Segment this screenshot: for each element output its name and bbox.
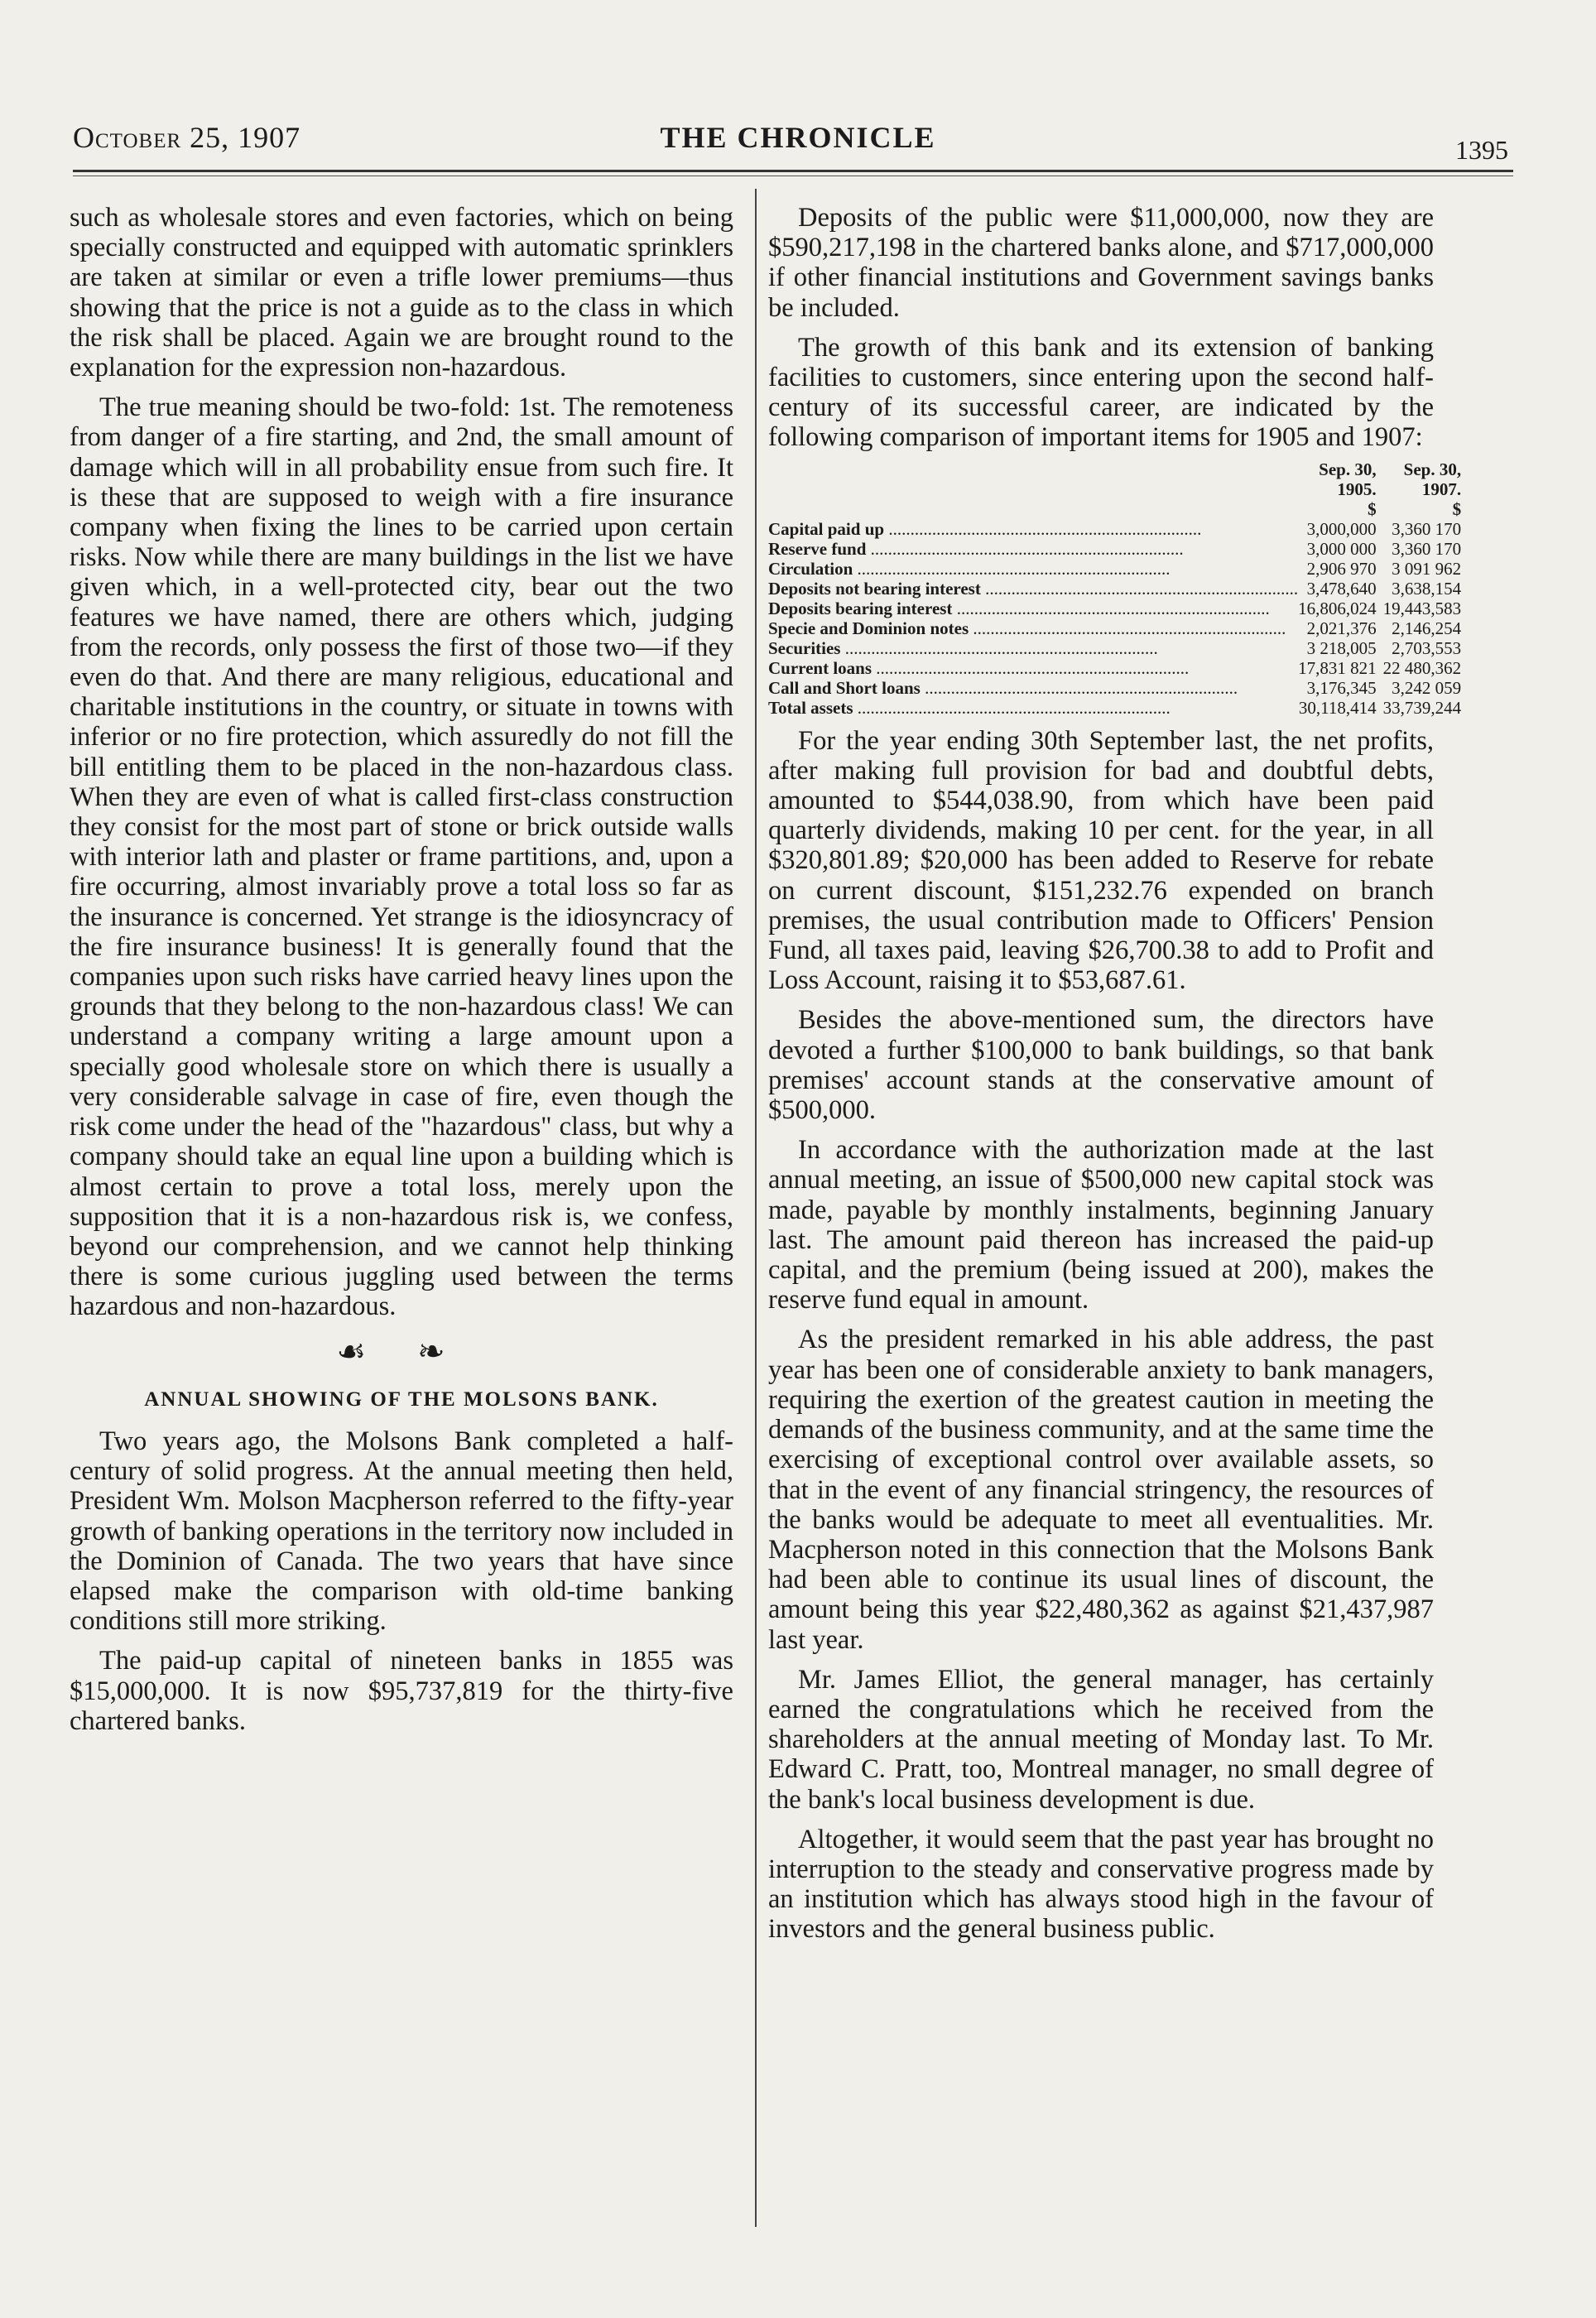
ornament-divider: ☙ ❧ [336,1332,467,1370]
value-1907: 3,638,154 [1392,578,1462,599]
table-row [768,599,1468,618]
value-1907: 22 480,362 [1382,657,1462,678]
paragraph: For the year ending 30th September last, the net profits, after making full provision for bad and doubtful debts, amounted to $544,038.90, from which have been paid quarterly dividends, making 10 per cent. for the year, in all $320,801.89; $20,000 has been added to Reserve for rebate on current discount, $151,232.76 expended on branch premises, the usual contribution made to Officers' Pension Fund, all taxes paid, leaving $26,700.38 to add to Profit and Loss Account, raising it to $53,687.61. [768,725,1434,996]
paragraph: Altogether, it would seem that the past year has brought no interruption to the steady and conservative progress made by an institution which has always stood high in the favour of investors and the general business public. [768,1824,1434,1945]
value-1905: 3,176,345 [1306,677,1377,698]
row-label: Reserve fund ..... [768,539,1298,559]
value-1905: 17,831 821 [1298,657,1377,678]
value-1905: 2,021,376 [1306,618,1377,638]
row-label: Circulation ..... [768,559,1298,579]
value-1907: 19,443,583 [1382,598,1462,618]
value-1907: 2,703,553 [1392,637,1462,658]
table-row [768,678,1468,698]
row-label: Capital paid up ..... [768,519,1298,539]
value-1907: 3 091 962 [1392,558,1462,579]
row-label: Specie and Dominion notes ..... [768,618,1298,638]
value-1905: 3 218,005 [1306,637,1377,658]
paragraph: Deposits of the public were $11,000,000, now they are $590,217,198 in the chartered banks alone, and $717,000,000 if other financial institutions and Government savings banks be included. [768,203,1434,323]
value-1907: 3,360 170 [1392,538,1462,559]
left-column [70,203,733,1736]
paragraph: Besides the above-mentioned sum, the directors have devoted a further $100,000 to bank buildings, so that bank premises' account stands at the conservative amount of $500,000. [768,1005,1434,1126]
value-1905: 3,000,000 [1306,518,1377,539]
table-row [768,539,1468,559]
value-1907: 3,242 059 [1392,677,1462,698]
row-label: Securities ..... [768,638,1298,658]
value-1905: 3,000 000 [1306,538,1377,559]
currency-symbol: $ [1452,498,1462,519]
table-row [768,638,1468,658]
value-1905: 2,906 970 [1306,558,1377,579]
issue-date: October 25, 1907 [73,121,301,154]
paragraph: As the president remarked in his able address, the past year has been one of considerable anxiety to bank managers, requiring the exertion of the greatest caution in meeting the demands of the business community, and at the same time the exercising of exceptional control over available assets, so that in the event of any financial stringency, the resources of the banks would be adequate to meet all eventualities. Mr. Macpherson noted in this connection that the Molsons Bank had been able to continue its usual lines of discount, the amount being this year $22,480,362 as against $21,437,987 last year. [768,1325,1434,1655]
table-row [768,519,1468,539]
paragraph: The true meaning should be two-fold: 1st. The remoteness from danger of a fire starting, and 2nd, the small amount of damage which will in all probability ensue from such fire. It is these that are supposed to weigh with a fire insurance company when fixing the lines to be carried upon certain risks. Now while there are many buildings in the list we have given which, in a well-protected city, bear out the two features we have named, there are others which, judging from the records, only possess the first of those two—if they even do that. And there are many religious, educational and charitable institutions in the country, or situate in towns with inferior or no fire protection, which assuredly do not fill the bill entitling them to be placed in the non-hazardous class. When they are even of what is called first-class construction they consist for the most part of stone or brick outside walls with interior lath and plaster or frame partitions, and, upon a fire occurring, almost invariably prove a total loss so far as the insurance is concerned. Yet strange is the idiosyncracy of the fire insurance business! It is generally found that the companies upon such risks have carried heavy lines upon the grounds that they belong to the non-hazardous class! We can understand a company writing a large amount upon a specially good wholesale store on which there is usually a very considerable salvage in case of fire, even though the risk come under the head of the "hazardous" class, but why a company should take an equal line upon a building which is almost certain to prove a total loss, merely upon the supposition that it is a non-hazardous risk is, we confess, beyond our comprehension, and we cannot help thinking there is some curious juggling used between the terms hazardous and non-hazardous. [70,392,733,1322]
row-label: Deposits not bearing interest ..... [768,579,1298,599]
table-row [768,579,1468,599]
column-divider [755,189,757,2227]
table-row [768,559,1468,579]
section-heading: ANNUAL SHOWING OF THE MOLSONS BANK. [144,1387,659,1411]
column-header-1905-year: 1905. [1337,479,1377,499]
row-label: Call and Short loans ..... [768,678,1298,698]
value-1905: 16,806,024 [1298,598,1377,618]
page-number: 1395 [1455,135,1508,165]
value-1905: 30,118,414 [1298,697,1377,718]
right-column [768,203,1462,1945]
row-label: Total assets ..... [768,698,1298,718]
value-1905: 3,478,640 [1306,578,1377,599]
table-row [768,698,1468,718]
paragraph: such as wholesale stores and even factories, which on being specially constructed and equipped with automatic sprinklers are taken at similar or even a trifle lower premiums—thus showing that the price is not a guide as to the class in which the risk shall be placed. Again we are brought round to the explanation for the expression non-hazardous. [70,203,733,383]
value-1907: 2,146,254 [1392,618,1462,638]
paragraph: In accordance with the authorization made at the last annual meeting, an issue of $500,000 new capital stock was made, payable by monthly instalments, beginning January last. The amount paid thereon has increased the paid-up capital, and the premium (being issued at 200), makes the reserve fund equal in amount. [768,1135,1434,1315]
value-1907: 33,739,244 [1382,697,1462,718]
table-header-row [768,479,1468,499]
page-header [73,120,1523,165]
column-header-1907-year: 1907. [1421,479,1462,499]
value-1907: 3,360 170 [1392,518,1462,539]
publication-title: THE CHRONICLE [660,121,936,154]
currency-symbol: $ [1368,498,1377,519]
table-row [768,658,1468,678]
header-rule [73,170,1513,172]
paragraph: The growth of this bank and its extension of banking facilities to customers, since entering upon the second half-century of its successful career, are indicated by the following comparison of important items for 1905 and 1907: [768,332,1434,453]
table-header-row [768,459,1468,479]
bank-comparison-table [768,459,1468,718]
row-label: Deposits bearing interest ..... [768,599,1298,618]
column-header-1907-date: Sep. 30, [1403,459,1462,479]
table-row [768,618,1468,638]
row-label: Current loans ..... [768,658,1298,678]
paragraph: The paid-up capital of nineteen banks in 1855 was $15,000,000. It is now $95,737,819 for the thirty-five chartered banks. [70,1646,733,1736]
paragraph: Two years ago, the Molsons Bank completed a half-century of solid progress. At the annual meeting then held, President Wm. Molson Macpherson referred to the fifty-year growth of banking operations in the territory now included in the Dominion of Canada. The two years that have since elapsed make the comparison with old-time banking conditions still more striking. [70,1426,733,1637]
table-header-row [768,499,1468,519]
column-header-1905-date: Sep. 30, [1319,459,1377,479]
paragraph: Mr. James Elliot, the general manager, has certainly earned the congratulations which he received from the shareholders at the annual meeting of Monday last. To Mr. Edward C. Pratt, too, Montreal manager, no small degree of the bank's local business development is due. [768,1664,1434,1815]
